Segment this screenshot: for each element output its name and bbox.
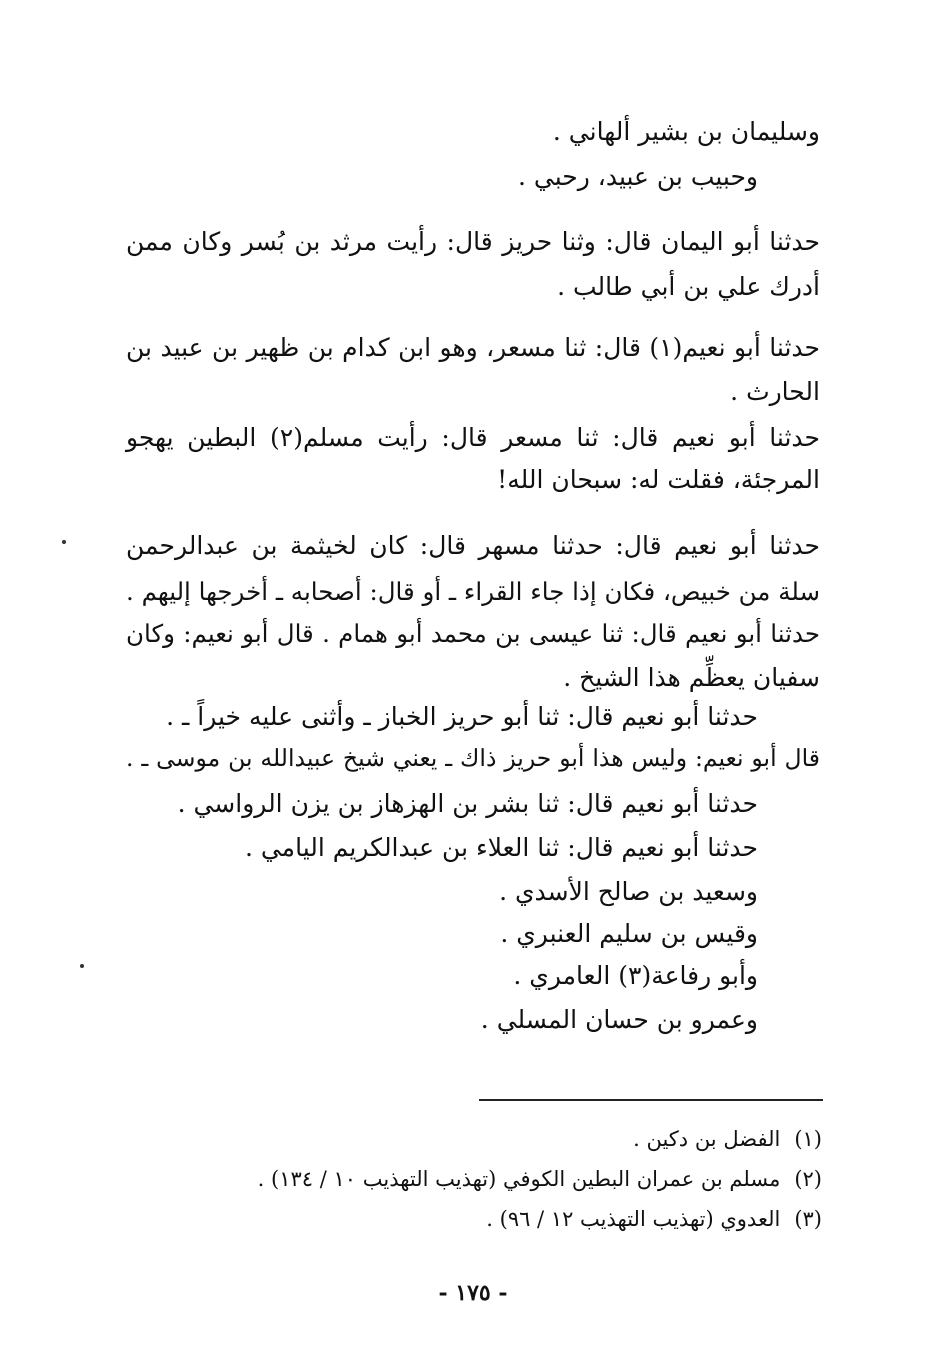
- text-line: وعمرو بن حسان المسلي .: [480, 1005, 758, 1034]
- footnote-number: (٣): [794, 1207, 822, 1231]
- scan-speck: [80, 964, 84, 968]
- text-line: حدثنا أبو نعيم قال: ثنا بشر بن الهزهاز بن يزن الرواسي .: [177, 789, 758, 818]
- scan-speck: [62, 540, 66, 544]
- footnote: [633, 1124, 822, 1154]
- footnote-text: العدوي (تهذيب التهذيب ١٢ / ٩٦) .: [486, 1207, 781, 1231]
- text-line: وقيس بن سليم العنبري .: [500, 919, 758, 948]
- text-line: حدثنا أبو نعيم قال: ثنا عيسى بن محمد أبو همام . قال أبو نعيم: وكان: [126, 619, 820, 648]
- footnote-text: الفضل بن دكين .: [633, 1127, 781, 1151]
- text-line: سلة من خبيص، فكان إذا جاء القراء ـ أو قال: أصحابه ـ أخرجها إليهم .: [126, 577, 820, 606]
- text-line: وأبو رفاعة(٣) العامري .: [513, 961, 758, 990]
- text-line: الحارث .: [730, 377, 820, 406]
- text-line: حدثنا أبو نعيم(١) قال: ثنا مسعر، وهو ابن كدام بن ظهير بن عبيد بن: [126, 333, 820, 362]
- text-line: وحبيب بن عبيد، رحبي .: [518, 162, 758, 191]
- text-line: حدثنا أبو اليمان قال: وثنا حريز قال: رأيت مرثد بن بُسر وكان ممن: [126, 227, 820, 256]
- footnote-separator: [479, 1099, 823, 1101]
- footnote-number: (١): [794, 1127, 822, 1151]
- text-line: وسليمان بن بشير ألهاني .: [552, 117, 820, 146]
- text-line: حدثنا أبو نعيم قال: حدثنا مسهر قال: كان لخيثمة بن عبدالرحمن: [126, 531, 820, 560]
- text-line: سفيان يعظِّم هذا الشيخ .: [563, 663, 820, 692]
- footnote-text: مسلم بن عمران البطين الكوفي (تهذيب التهذيب ١٠ / ١٣٤) .: [257, 1167, 781, 1191]
- text-line: حدثنا أبو نعيم قال: ثنا أبو حريز الخباز ـ وأثنى عليه خيراً ـ .: [166, 702, 758, 731]
- text-line: وسعيد بن صالح الأسدي .: [499, 877, 758, 906]
- text-line: المرجئة، فقلت له: سبحان الله!: [497, 465, 820, 494]
- text-line: قال أبو نعيم: وليس هذا أبو حريز ذاك ـ يعني شيخ عبيدالله بن موسى ـ .: [126, 744, 820, 772]
- text-line: أدرك علي بن أبي طالب .: [557, 272, 820, 301]
- footnote: [486, 1204, 822, 1234]
- text-line: حدثنا أبو نعيم قال: ثنا مسعر قال: رأيت مسلم(٢) البطين يهجو: [126, 423, 820, 452]
- footnote-number: (٢): [794, 1167, 822, 1191]
- footnote: [258, 1164, 822, 1194]
- text-line: حدثنا أبو نعيم قال: ثنا العلاء بن عبدالكريم اليامي .: [244, 833, 758, 862]
- page-number: - ١٧٥ -: [438, 1280, 508, 1306]
